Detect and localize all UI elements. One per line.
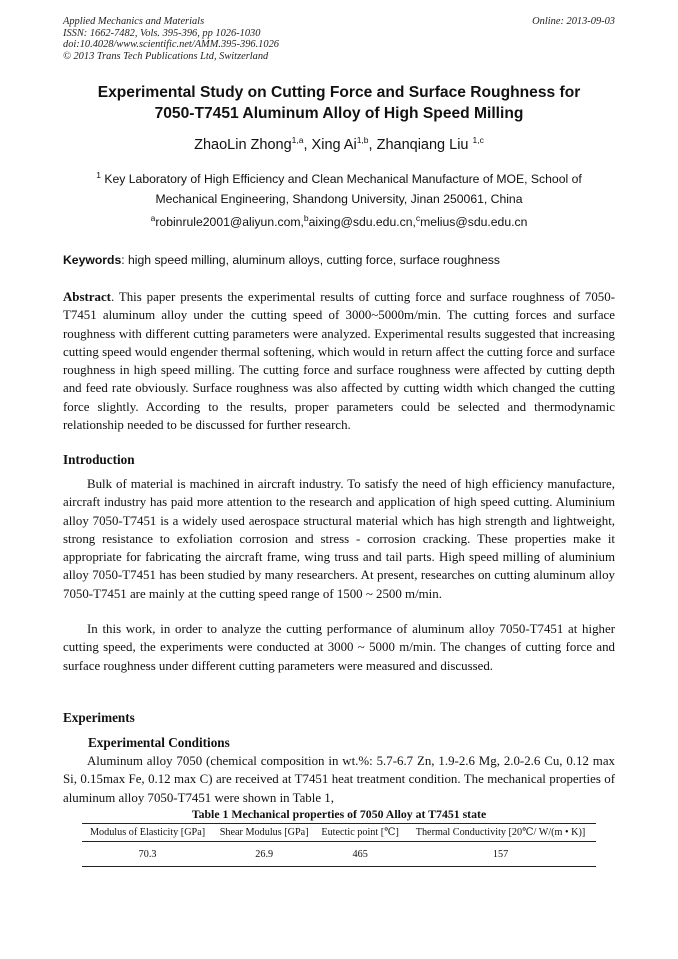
email-sup: b (303, 212, 309, 223)
introduction-heading: Introduction (63, 452, 135, 467)
online-date: Online: 2013-09-03 (532, 16, 615, 27)
author-name: Xing Ai (311, 137, 357, 153)
introduction-paragraph-2: In this work, in order to analyze the cutting performance of aluminum alloy 7050-T7451 at higher cutting speed, the experiments were conducted at 3000 ~ 5000 m/min. The changes of cutting force and surface roughness under different cutting parameters were measured and discussed. (63, 622, 615, 673)
keywords-text: : high speed milling, aluminum alloys, cutting force, surface roughness (121, 253, 500, 267)
table-row (82, 842, 596, 867)
table-cell: 70.3 (82, 842, 213, 867)
author-separator: , (368, 137, 377, 153)
author-affil-sup: 1,a (291, 135, 304, 146)
experiments-heading: Experiments (63, 710, 135, 725)
author-separator: , (303, 137, 312, 153)
author-affil-sup: 1,c (472, 135, 484, 146)
email-sup: c (415, 212, 421, 223)
journal-doi: doi:10.4028/www.scientific.net/AMM.395-396.1026 (63, 39, 279, 50)
keywords (63, 253, 615, 267)
table-header-cell: Thermal Conductivity [20℃/ W/(m • K)] (405, 824, 596, 842)
keywords-label: Keywords (63, 253, 122, 267)
table-header-cell: Modulus of Elasticity [GPa] (82, 824, 213, 842)
author-name: Zhanqiang Liu (376, 137, 473, 153)
author-name: ZhaoLin Zhong (194, 137, 292, 153)
abstract-label: Abstract (63, 290, 111, 304)
table-header-row (82, 824, 596, 842)
paper-title (40, 82, 638, 124)
email-list (40, 212, 638, 229)
email-address[interactable]: melius@sdu.edu.cn (420, 215, 528, 229)
mechanical-properties-table (82, 823, 596, 867)
abstract-text: . This paper presents the experimental results of cutting force and surface roughness of 7050-T7451 aluminum alloy under the cutting speed of 3000~5000m/min. The cutting forces and surface roughness with different cutting parameters were analyzed. Experimental results suggested that increasing cutting speed would engender thermal softening, which would in return affect the cutting force and surface roughness in high speed milling. The cutting force and surface roughness were affected by cutting depth and feed rate obviously. Surface roughness was also affected by cutting width which changed the cutting force slightly. According to the results, proper parameters could be selected and thermodynamic relationship needed to be discussed for further research. (63, 290, 615, 433)
journal-copyright: © 2013 Trans Tech Publications Ltd, Switzerland (63, 50, 269, 62)
abstract-paragraph (63, 288, 615, 434)
title-line-1: Experimental Study on Cutting Force and Surface Roughness for (97, 84, 581, 101)
table-cell: 465 (315, 842, 405, 867)
affiliation-line-1: Key Laboratory of High Efficiency and Clean Mechanical Manufacture of MOE, School of (100, 172, 582, 186)
journal-header (63, 16, 615, 62)
author-affil-sup: 1,b (356, 135, 369, 146)
title-line-2: 7050-T7451 Aluminum Alloy of High Speed Milling (154, 105, 524, 122)
journal-name: Applied Mechanics and Materials (63, 16, 205, 27)
experimental-conditions-heading: Experimental Conditions (88, 735, 230, 750)
table-1-caption: Table 1 Mechanical properties of 7050 Alloy at T7451 state (191, 807, 487, 821)
experiments-paragraph-1: Aluminum alloy 7050 (chemical composition in wt.%: 5.7-6.7 Zn, 1.9-2.6 Mg, 2.0-2.6 Cu, 0.12 max Si, 0.15max Fe, 0.12 max C) are received at T7451 heat treatment condition. The mechanical properties of aluminum alloy 7050-T7451 were shown in Table 1, (63, 754, 615, 805)
affiliation-sup: 1 (96, 169, 101, 180)
introduction-paragraph-1: Bulk of material is machined in aircraft industry. To satisfy the need of high efficiency manufacture, aircraft industry has paid more attention to the research and application of high speed cutting. Aluminium alloy 7050-T7451 is a widely used aerospace structural material which has high strength and lightweight, strong resistance to exfoliation corrosion and stress - corrosion cracking. These properties make it appropriate for fabricating the aircraft frame, wing truss and tail parts. High speed milling of aluminium alloy 7050-T7451 has been studied by many researchers. At present, researches on cutting aluminum alloy 7050-T7451 are mainly at the cutting speed range of 1500 ~ 2500 m/min. (63, 477, 615, 601)
table-cell: 26.9 (213, 842, 315, 867)
journal-issn: ISSN: 1662-7482, Vols. 395-396, pp 1026-1030 (63, 27, 261, 39)
email-address[interactable]: robinrule2001@aliyun.com, (155, 215, 304, 229)
email-sup: a (150, 212, 156, 223)
affiliation-line-2: Mechanical Engineering, Shandong University, Jinan 250061, China (155, 191, 523, 206)
table-header-cell: Shear Modulus [GPa] (213, 824, 315, 842)
affiliation (80, 170, 598, 209)
email-address[interactable]: aixing@sdu.edu.cn, (308, 215, 416, 229)
table-header-cell: Eutectic point [℃] (315, 824, 405, 842)
table-cell: 157 (405, 842, 596, 867)
author-list (40, 137, 638, 153)
